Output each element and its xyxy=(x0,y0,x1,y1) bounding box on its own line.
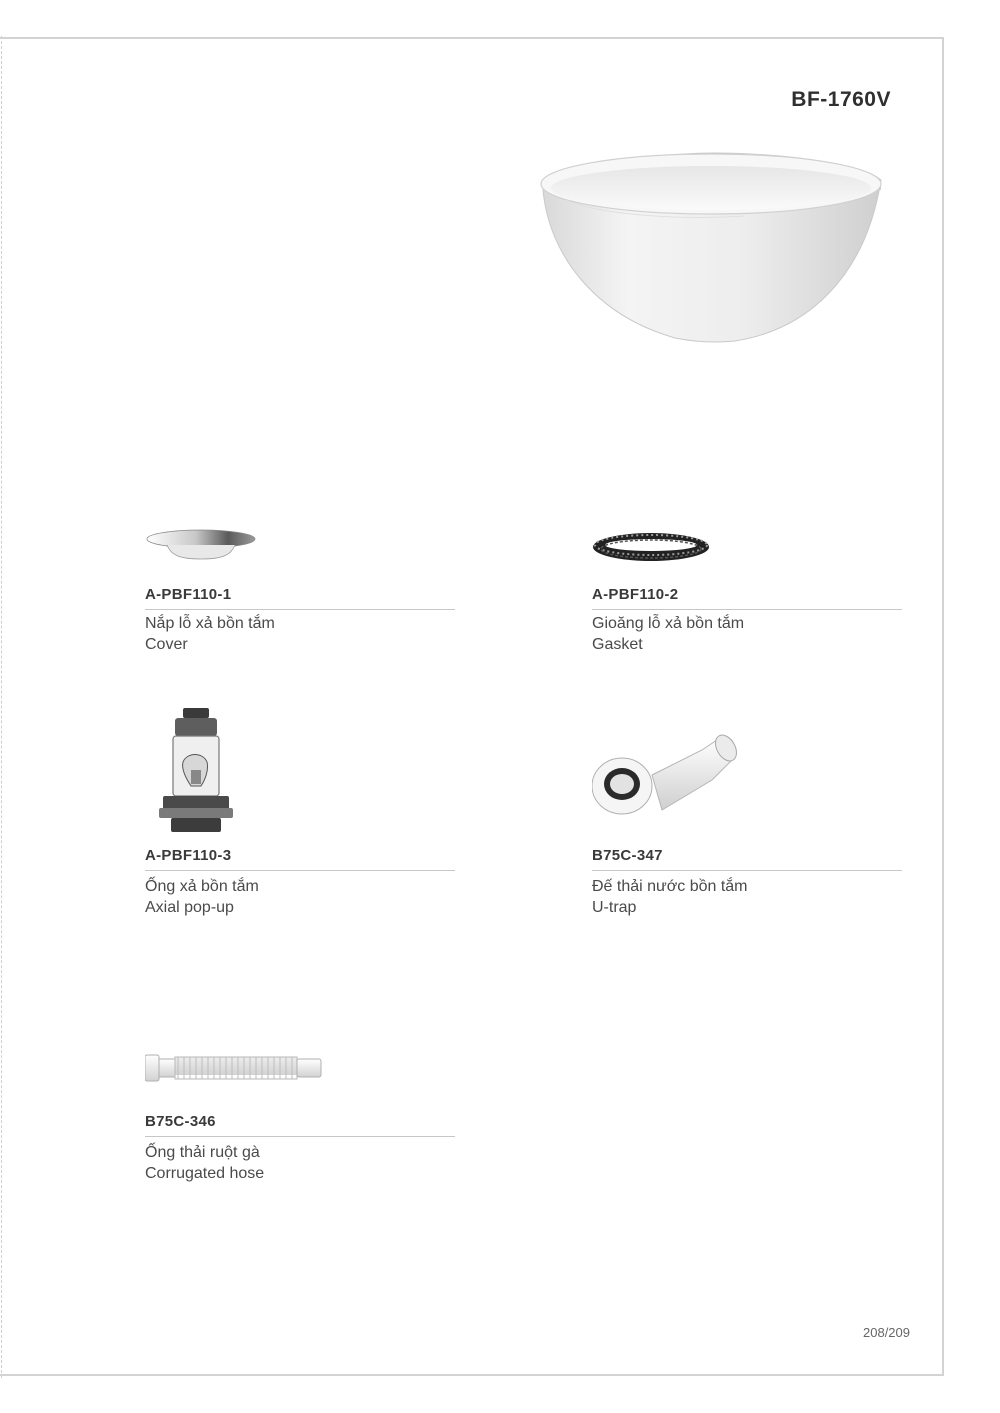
divider xyxy=(592,609,902,610)
page-number: 208/209 xyxy=(863,1325,910,1340)
part-name-en: Axial pop-up xyxy=(145,899,234,916)
corrugated-hose-icon xyxy=(145,1045,455,1095)
part-item xyxy=(145,700,455,920)
part-code: A-PBF110-1 xyxy=(145,586,232,603)
u-trap-icon xyxy=(592,720,902,840)
part-item xyxy=(592,520,902,660)
gasket-ring-icon xyxy=(592,525,902,580)
pop-up-drain-icon xyxy=(145,700,455,840)
part-code: B75C-346 xyxy=(145,1113,216,1130)
part-name-en: U-trap xyxy=(592,899,637,916)
part-name-en: Gasket xyxy=(592,636,643,653)
divider xyxy=(145,1136,455,1137)
model-code: BF-1760V xyxy=(791,88,891,111)
divider xyxy=(145,609,455,610)
part-item xyxy=(145,520,455,660)
bathtub-image xyxy=(535,150,887,345)
part-name-vi: Gioăng lỗ xả bồn tắm xyxy=(592,615,745,632)
part-code: A-PBF110-3 xyxy=(145,847,232,864)
divider xyxy=(145,870,455,871)
part-name-en: Corrugated hose xyxy=(145,1165,265,1182)
part-name-vi: Đế thải nước bồn tắm xyxy=(592,878,748,895)
part-code: A-PBF110-2 xyxy=(592,586,679,603)
part-name-vi: Ống thải ruột gà xyxy=(145,1144,260,1161)
part-name-vi: Nắp lỗ xả bồn tắm xyxy=(145,615,275,632)
part-item xyxy=(592,700,902,920)
drain-cover-icon xyxy=(145,525,455,580)
divider xyxy=(592,870,902,871)
part-item xyxy=(145,1040,455,1190)
part-code: B75C-347 xyxy=(592,847,663,864)
part-name-vi: Ống xả bồn tắm xyxy=(145,878,259,895)
part-name-en: Cover xyxy=(145,636,188,653)
